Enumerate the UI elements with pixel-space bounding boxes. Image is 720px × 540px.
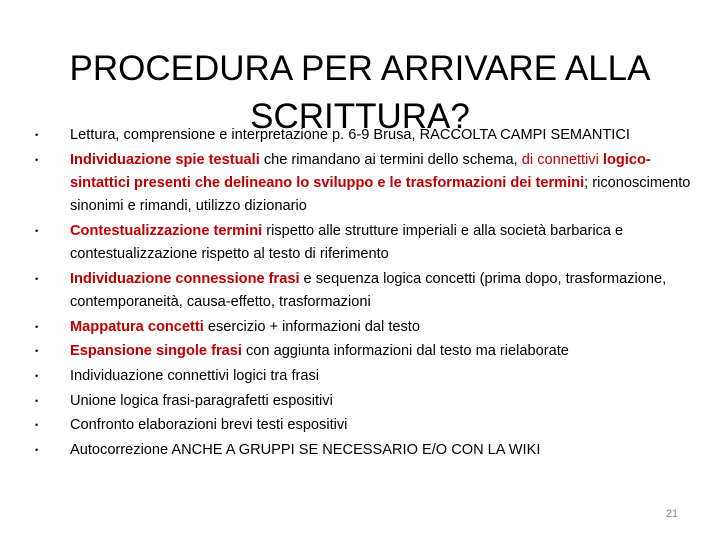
slide-title-line-1: PROCEDURA PER ARRIVARE ALLA <box>69 49 651 89</box>
highlight-text: Individuazione spie testuali <box>70 151 260 168</box>
list-item <box>35 414 710 437</box>
bullet-dot-icon: • <box>35 346 39 357</box>
list-item <box>35 390 710 413</box>
bullet-dot-icon: • <box>35 225 39 236</box>
bullet-dot-icon: • <box>35 371 39 382</box>
slide-title-line-2: SCRITTURA? <box>250 97 470 137</box>
item-text: Mappatura concetti esercizio + informazioni dal testo <box>70 318 420 335</box>
list-item <box>35 220 710 266</box>
bullet-list <box>35 124 710 464</box>
bullet-dot-icon: • <box>35 130 39 140</box>
page-number: 21 <box>665 508 679 520</box>
list-item <box>35 365 710 388</box>
item-text: Lettura, comprensione e interpretazione p. 6-9 Brusa, RACCOLTA CAMPI SEMANTICI <box>70 127 630 143</box>
bullet-dot-icon: • <box>35 420 39 431</box>
list-item <box>35 268 710 314</box>
highlight-text: Contestualizzazione termini <box>70 222 263 239</box>
bullet-dot-icon: • <box>35 395 39 406</box>
highlight-text: Individuazione connessione frasi <box>70 270 300 287</box>
list-item <box>35 439 710 462</box>
bullet-dot-icon: • <box>35 321 39 332</box>
highlight-text: Espansione singole frasi <box>70 343 242 360</box>
list-item <box>35 149 710 219</box>
item-text: Individuazione spie testuali che rimandano ai termini dello schema, di connettivi logico-sintattici presenti che delineano lo sviluppo e le trasformazioni dei termini; riconoscimento sinonimi e rimandi, utilizzo dizionario <box>70 151 691 215</box>
bullet-dot-icon: • <box>35 154 39 165</box>
highlight-text: Mappatura concetti <box>70 318 204 335</box>
bullet-dot-icon: • <box>35 445 39 456</box>
item-text: Contestualizzazione termini rispetto alle strutture imperiali e alla società barbarica e contestualizzazione rispetto al testo di riferimento <box>70 222 624 263</box>
item-text: Confronto elaborazioni brevi testi espositivi <box>70 417 348 434</box>
item-text: Unione logica frasi-paragrafetti espositivi <box>70 392 333 409</box>
list-item <box>35 124 710 147</box>
item-text: Individuazione connessione frasi e sequenza logica concetti (prima dopo, trasformazione, contemporaneità, causa-effetto, trasformazioni <box>70 270 667 310</box>
highlight-text: di connettivi <box>521 151 599 168</box>
list-item <box>35 340 710 363</box>
list-item <box>35 316 710 339</box>
bullet-dot-icon: • <box>35 273 39 284</box>
highlight-text: logico-sintattici presenti che delineano lo sviluppo e le trasformazioni dei termini <box>70 151 651 191</box>
item-text: Individuazione connettivi logici tra frasi <box>70 368 320 385</box>
item-text: Autocorrezione ANCHE A GRUPPI SE NECESSARIO E/O CON LA WIKI <box>70 442 541 459</box>
item-text: Espansione singole frasi con aggiunta informazioni dal testo ma rielaborate <box>70 343 569 360</box>
